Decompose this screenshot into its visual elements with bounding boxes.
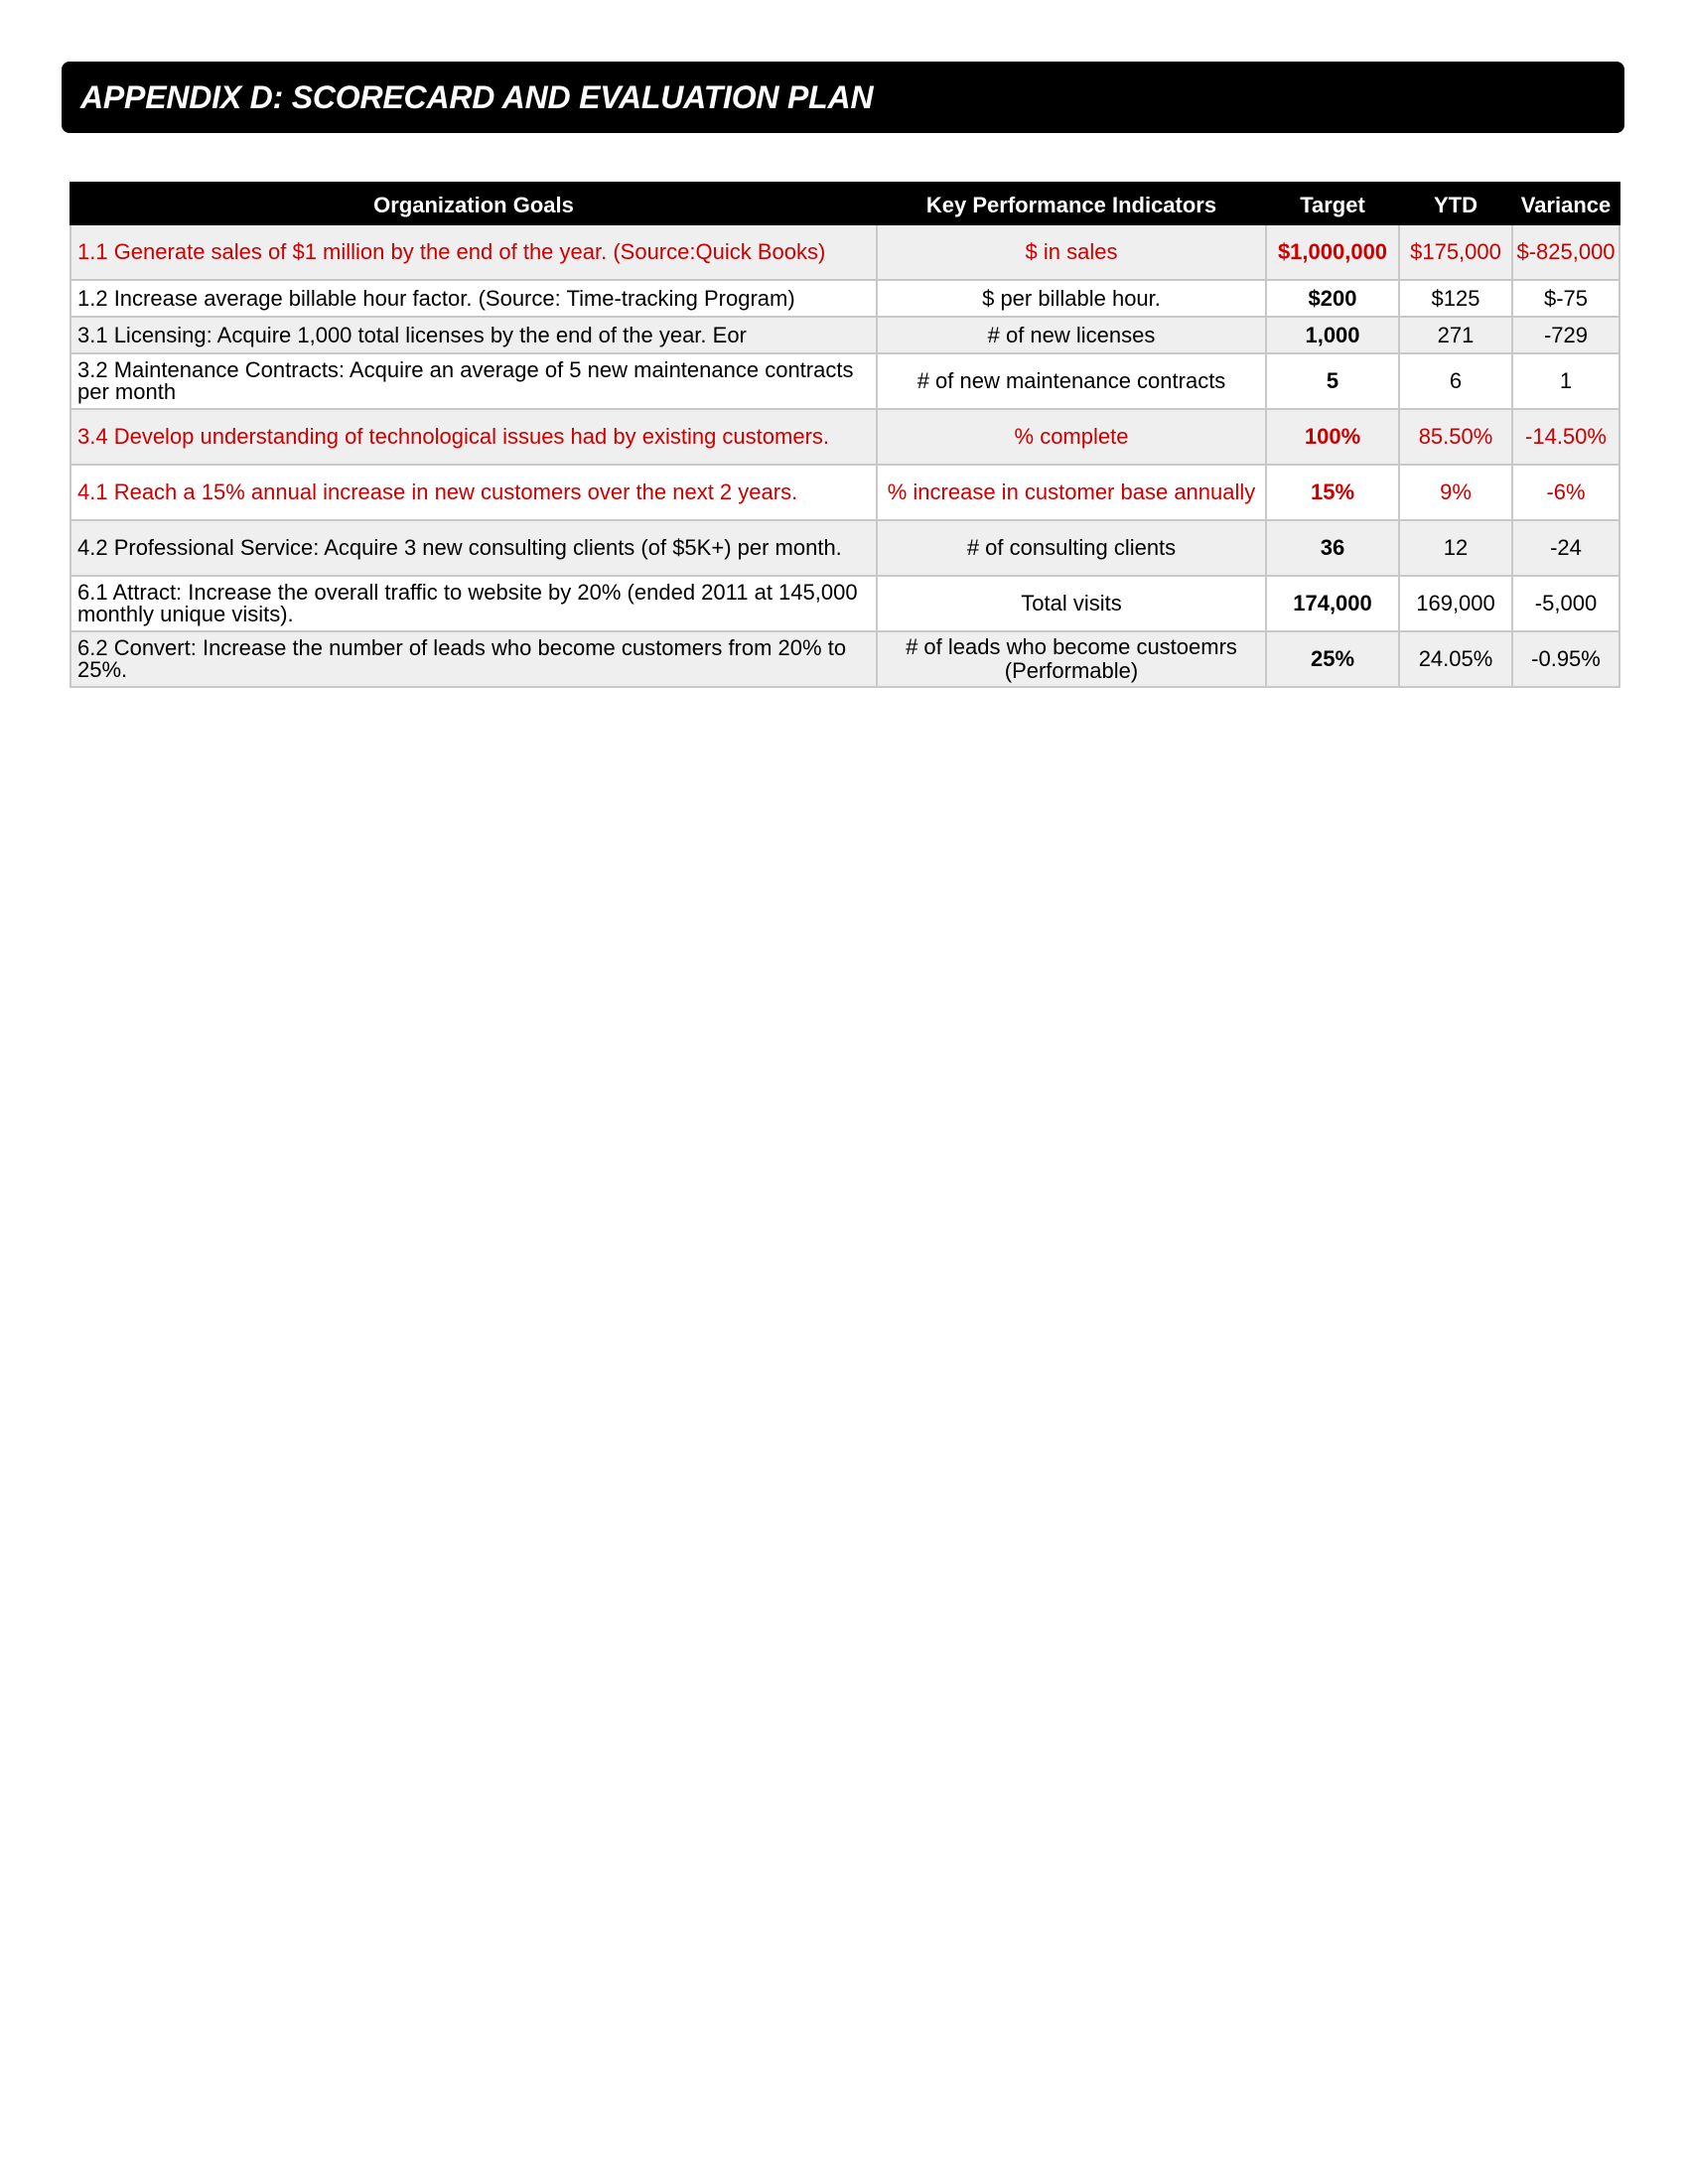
ytd-cell: $125	[1399, 280, 1512, 317]
variance-cell: 1	[1512, 353, 1619, 409]
kpi-cell: $ per billable hour.	[877, 280, 1266, 317]
goal-cell: 4.2 Professional Service: Acquire 3 new consulting clients (of $5K+) per month.	[70, 520, 877, 576]
goal-cell: 3.4 Develop understanding of technological issues had by existing customers.	[70, 409, 877, 465]
target-cell: 15%	[1266, 465, 1399, 520]
target-cell: $1,000,000	[1266, 224, 1399, 280]
ytd-cell: 9%	[1399, 465, 1512, 520]
variance-cell: -14.50%	[1512, 409, 1619, 465]
goal-cell: 6.2 Convert: Increase the number of leads who become customers from 20% to 25%.	[70, 631, 877, 687]
variance-cell: $-75	[1512, 280, 1619, 317]
target-cell: $200	[1266, 280, 1399, 317]
header-variance: Variance	[1512, 183, 1619, 224]
target-cell: 36	[1266, 520, 1399, 576]
kpi-cell: # of new licenses	[877, 317, 1266, 353]
table-row	[70, 224, 1619, 280]
variance-cell: $-825,000	[1512, 224, 1619, 280]
goal-cell: 1.2 Increase average billable hour factor. (Source: Time-tracking Program)	[70, 280, 877, 317]
ytd-cell: 169,000	[1399, 576, 1512, 631]
kpi-cell: % complete	[877, 409, 1266, 465]
scorecard-table	[70, 182, 1620, 688]
target-cell: 25%	[1266, 631, 1399, 687]
ytd-cell: 24.05%	[1399, 631, 1512, 687]
ytd-cell: 6	[1399, 353, 1512, 409]
table-row	[70, 520, 1619, 576]
table-row	[70, 353, 1619, 409]
kpi-cell: % increase in customer base annually	[877, 465, 1266, 520]
target-cell: 174,000	[1266, 576, 1399, 631]
header-organization-goals: Organization Goals	[70, 183, 877, 224]
goal-cell: 3.1 Licensing: Acquire 1,000 total licenses by the end of the year. Eor	[70, 317, 877, 353]
kpi-cell: Total visits	[877, 576, 1266, 631]
header-kpi: Key Performance Indicators	[877, 183, 1266, 224]
table-row	[70, 409, 1619, 465]
table-row	[70, 631, 1619, 687]
table-row	[70, 576, 1619, 631]
variance-cell: -729	[1512, 317, 1619, 353]
kpi-cell: # of consulting clients	[877, 520, 1266, 576]
table-row	[70, 317, 1619, 353]
goal-cell: 3.2 Maintenance Contracts: Acquire an average of 5 new maintenance contracts per month	[70, 353, 877, 409]
variance-cell: -5,000	[1512, 576, 1619, 631]
kpi-cell: # of leads who become custoemrs (Performable)	[877, 631, 1266, 687]
page-title: APPENDIX D: SCORECARD AND EVALUATION PLAN	[80, 78, 874, 115]
target-cell: 100%	[1266, 409, 1399, 465]
variance-cell: -24	[1512, 520, 1619, 576]
ytd-cell: 271	[1399, 317, 1512, 353]
target-cell: 1,000	[1266, 317, 1399, 353]
kpi-cell: $ in sales	[877, 224, 1266, 280]
ytd-cell: 12	[1399, 520, 1512, 576]
variance-cell: -0.95%	[1512, 631, 1619, 687]
title-bar	[62, 62, 1624, 133]
header-ytd: YTD	[1399, 183, 1512, 224]
variance-cell: -6%	[1512, 465, 1619, 520]
ytd-cell: 85.50%	[1399, 409, 1512, 465]
goal-cell: 1.1 Generate sales of $1 million by the end of the year. (Source:Quick Books)	[70, 224, 877, 280]
table-header-row	[70, 183, 1619, 224]
ytd-cell: $175,000	[1399, 224, 1512, 280]
target-cell: 5	[1266, 353, 1399, 409]
header-target: Target	[1266, 183, 1399, 224]
table-row	[70, 280, 1619, 317]
goal-cell: 4.1 Reach a 15% annual increase in new customers over the next 2 years.	[70, 465, 877, 520]
goal-cell: 6.1 Attract: Increase the overall traffic to website by 20% (ended 2011 at 145,000 monthly unique visits).	[70, 576, 877, 631]
table-row	[70, 465, 1619, 520]
kpi-cell: # of new maintenance contracts	[877, 353, 1266, 409]
